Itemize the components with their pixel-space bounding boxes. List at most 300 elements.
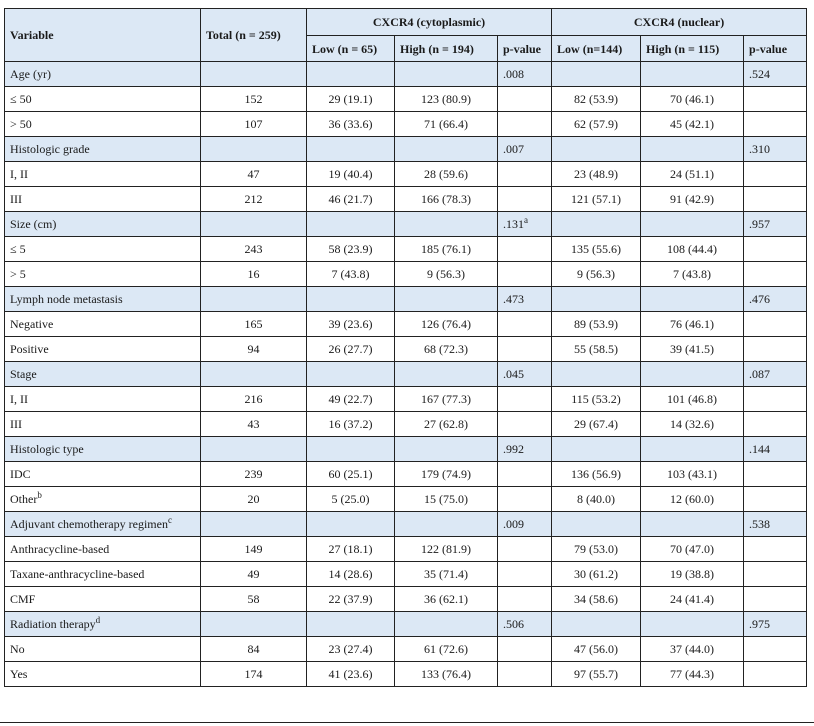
cell-cyto-high-text: 27 (62.8) — [424, 417, 468, 431]
cell-nuc-pvalue — [744, 437, 807, 462]
cell-cyto-low — [307, 587, 395, 612]
header-total: Total (n = 259) — [201, 9, 307, 62]
cell-cyto-high — [395, 212, 498, 237]
cell-nuc-pvalue — [744, 587, 807, 612]
cell-variable-text: I, II — [10, 392, 28, 406]
cell-variable — [5, 587, 201, 612]
cell-cyto-low-text: 49 (22.7) — [328, 392, 373, 406]
cell-cyto-pvalue — [498, 612, 552, 637]
cell-cyto-low — [307, 487, 395, 512]
table-group-row — [5, 287, 807, 312]
cell-nuc-high-text: 14 (32.6) — [670, 417, 715, 431]
cell-total — [201, 587, 307, 612]
cell-cyto-pvalue — [498, 187, 552, 212]
table-row — [5, 562, 807, 587]
cell-nuc-low-text: 9 (56.3) — [577, 267, 616, 281]
table-row — [5, 487, 807, 512]
cell-variable-text: No — [10, 642, 25, 656]
cell-nuc-high — [641, 62, 744, 87]
cell-nuc-high — [641, 487, 744, 512]
cell-cyto-low — [307, 612, 395, 637]
cell-cyto-low-text: 22 (37.9) — [328, 592, 373, 606]
cell-nuc-pvalue — [744, 212, 807, 237]
cell-total — [201, 262, 307, 287]
cell-nuc-pvalue-text: .957 — [749, 217, 771, 231]
cell-cyto-high-text: 133 (76.4) — [421, 667, 471, 681]
cell-cyto-pvalue — [498, 137, 552, 162]
cell-nuc-high-text: 45 (42.1) — [670, 117, 715, 131]
cell-cyto-pvalue-text: .045 — [503, 367, 524, 381]
cell-cyto-high-text: 123 (80.9) — [421, 92, 471, 106]
cell-cyto-high — [395, 87, 498, 112]
cell-nuc-high — [641, 237, 744, 262]
cell-variable — [5, 112, 201, 137]
cell-nuc-high — [641, 512, 744, 537]
cell-nuc-low — [552, 362, 641, 387]
cell-cyto-low-text: 19 (40.4) — [328, 167, 373, 181]
cell-variable — [5, 537, 201, 562]
cell-cyto-high — [395, 562, 498, 587]
cell-total-text: 107 — [244, 117, 263, 131]
table-header — [5, 9, 807, 62]
cell-cyto-high-text: 167 (77.3) — [421, 392, 471, 406]
cell-nuc-low-text: 30 (61.2) — [574, 567, 619, 581]
cell-nuc-pvalue-text: .476 — [749, 292, 771, 306]
cell-total — [201, 112, 307, 137]
cell-total — [201, 137, 307, 162]
cell-nuc-high-text: 37 (44.0) — [670, 642, 715, 656]
cell-cyto-pvalue — [498, 112, 552, 137]
cell-nuc-high — [641, 112, 744, 137]
cell-cyto-high — [395, 62, 498, 87]
cell-nuc-high-text: 39 (41.5) — [670, 342, 715, 356]
cell-nuc-pvalue — [744, 237, 807, 262]
cell-cyto-high — [395, 362, 498, 387]
cell-total — [201, 562, 307, 587]
cell-total-text: 216 — [244, 392, 263, 406]
table-group-row — [5, 212, 807, 237]
cell-nuc-pvalue — [744, 337, 807, 362]
cell-nuc-low — [552, 187, 641, 212]
cell-nuc-pvalue — [744, 462, 807, 487]
cell-nuc-low — [552, 612, 641, 637]
cell-cyto-low-text: 14 (28.6) — [328, 567, 373, 581]
cell-cyto-pvalue-text: .007 — [503, 142, 524, 156]
cell-nuc-low-text: 34 (58.6) — [574, 592, 619, 606]
cell-variable — [5, 612, 201, 637]
cell-nuc-low — [552, 237, 641, 262]
header-nuc-high: High (n = 115) — [641, 36, 744, 62]
cell-variable — [5, 337, 201, 362]
cell-total — [201, 312, 307, 337]
cell-variable — [5, 87, 201, 112]
cell-total-text: 165 — [244, 317, 263, 331]
cell-variable-text: Age (yr) — [10, 67, 51, 81]
cell-cyto-low — [307, 187, 395, 212]
cell-nuc-low — [552, 137, 641, 162]
cell-nuc-low-text: 8 (40.0) — [577, 492, 616, 506]
cell-variable — [5, 512, 201, 537]
table-row — [5, 462, 807, 487]
table-row — [5, 312, 807, 337]
cell-nuc-low-text: 115 (53.2) — [571, 392, 621, 406]
cell-cyto-low — [307, 662, 395, 687]
cell-cyto-low — [307, 512, 395, 537]
cell-variable-text: Taxane-anthracycline-based — [10, 567, 145, 581]
table-row — [5, 237, 807, 262]
table-group-row — [5, 362, 807, 387]
table-row — [5, 87, 807, 112]
cell-cyto-low-text: 5 (25.0) — [331, 492, 370, 506]
cell-cyto-high — [395, 587, 498, 612]
cell-variable — [5, 262, 201, 287]
cell-nuc-high-text: 101 (46.8) — [667, 392, 718, 406]
cell-nuc-high-text: 24 (41.4) — [670, 592, 715, 606]
cxcr4-table — [4, 8, 807, 687]
cell-variable-text: III — [10, 417, 22, 431]
table-group-row — [5, 512, 807, 537]
cell-nuc-high — [641, 637, 744, 662]
header-variable: Variable — [5, 9, 201, 62]
cell-nuc-low — [552, 512, 641, 537]
cell-cyto-low — [307, 437, 395, 462]
cell-nuc-pvalue-text: .087 — [749, 367, 771, 381]
cell-cyto-high — [395, 612, 498, 637]
cell-total — [201, 662, 307, 687]
cell-nuc-low — [552, 412, 641, 437]
cell-total — [201, 387, 307, 412]
cell-total-text: 94 — [247, 342, 260, 356]
cell-nuc-high-text: 70 (46.1) — [670, 92, 715, 106]
cell-nuc-low — [552, 162, 641, 187]
cell-cyto-low — [307, 237, 395, 262]
cell-cyto-low — [307, 212, 395, 237]
table-row — [5, 112, 807, 137]
cell-cyto-low — [307, 387, 395, 412]
cell-nuc-low-text: 23 (48.9) — [574, 167, 619, 181]
cell-total — [201, 537, 307, 562]
cell-variable — [5, 137, 201, 162]
cell-total — [201, 87, 307, 112]
cell-cyto-high-text: 122 (81.9) — [421, 542, 471, 556]
cell-cyto-high — [395, 637, 498, 662]
cell-nuc-high — [641, 87, 744, 112]
cell-variable — [5, 412, 201, 437]
cell-nuc-high — [641, 262, 744, 287]
cell-variable-text: I, II — [10, 167, 28, 181]
cell-cyto-pvalue — [498, 237, 552, 262]
cell-cyto-low — [307, 462, 395, 487]
table-group-row — [5, 62, 807, 87]
cell-total — [201, 237, 307, 262]
cell-cyto-high — [395, 537, 498, 562]
table-row — [5, 337, 807, 362]
cell-cyto-high — [395, 187, 498, 212]
cell-nuc-low — [552, 312, 641, 337]
cell-nuc-high — [641, 587, 744, 612]
cell-cyto-pvalue — [498, 212, 552, 237]
cell-nuc-pvalue — [744, 612, 807, 637]
cell-total — [201, 637, 307, 662]
cell-cyto-low-text: 29 (19.1) — [328, 92, 373, 106]
cell-total — [201, 162, 307, 187]
cell-cyto-high-text: 61 (72.6) — [424, 642, 468, 656]
footnote-marker: d — [95, 615, 101, 625]
cell-nuc-high-text: 76 (46.1) — [670, 317, 715, 331]
cell-cyto-low — [307, 62, 395, 87]
cell-cyto-high — [395, 312, 498, 337]
cell-variable — [5, 362, 201, 387]
cell-cyto-high-text: 35 (71.4) — [424, 567, 468, 581]
cell-cyto-low — [307, 312, 395, 337]
cell-cyto-high — [395, 287, 498, 312]
cell-cyto-pvalue — [498, 362, 552, 387]
cell-cyto-low-text: 16 (37.2) — [328, 417, 373, 431]
cell-variable — [5, 287, 201, 312]
cell-total — [201, 462, 307, 487]
cell-variable-text: Stage — [10, 367, 37, 381]
cell-cyto-pvalue-text: .992 — [503, 442, 524, 456]
cell-variable — [5, 662, 201, 687]
cell-total — [201, 62, 307, 87]
cell-cyto-high — [395, 162, 498, 187]
table-row — [5, 662, 807, 687]
cell-nuc-high-text: 108 (44.4) — [667, 242, 718, 256]
cell-cyto-high — [395, 137, 498, 162]
header-cyto-high: High (n = 194) — [395, 36, 498, 62]
cell-nuc-pvalue — [744, 412, 807, 437]
cell-nuc-pvalue — [744, 637, 807, 662]
cell-cyto-high-text: 126 (76.4) — [421, 317, 471, 331]
table-group-row — [5, 137, 807, 162]
cell-cyto-low — [307, 162, 395, 187]
cell-nuc-low — [552, 262, 641, 287]
cell-cyto-pvalue — [498, 462, 552, 487]
cell-nuc-low-text: 82 (53.9) — [574, 92, 619, 106]
cell-variable-text: Other — [10, 492, 38, 506]
cell-total-text: 239 — [244, 467, 263, 481]
cell-nuc-high — [641, 387, 744, 412]
cell-nuc-pvalue — [744, 312, 807, 337]
cell-nuc-high-text: 19 (38.8) — [670, 567, 715, 581]
cell-nuc-pvalue — [744, 112, 807, 137]
cell-cyto-low-text: 23 (27.4) — [328, 642, 373, 656]
cell-nuc-low-text: 47 (56.0) — [574, 642, 619, 656]
table-row — [5, 162, 807, 187]
cell-total-text: 149 — [244, 542, 263, 556]
cell-total-text: 47 — [247, 167, 260, 181]
cell-cyto-low — [307, 262, 395, 287]
cell-variable-text: CMF — [10, 592, 36, 606]
cell-cyto-high — [395, 412, 498, 437]
cell-nuc-high-text: 24 (51.1) — [670, 167, 715, 181]
bottom-rule — [0, 722, 814, 723]
cell-nuc-pvalue-text: .524 — [749, 67, 771, 81]
cell-variable-text: III — [10, 192, 22, 206]
cell-variable-text: IDC — [10, 467, 31, 481]
table-group-row — [5, 437, 807, 462]
cell-nuc-high — [641, 362, 744, 387]
cell-total — [201, 287, 307, 312]
cell-total — [201, 412, 307, 437]
cell-nuc-high — [641, 462, 744, 487]
cell-variable-text: Histologic grade — [10, 142, 90, 156]
cell-cyto-pvalue — [498, 587, 552, 612]
cell-nuc-pvalue — [744, 562, 807, 587]
cell-nuc-pvalue — [744, 287, 807, 312]
cell-cyto-low — [307, 537, 395, 562]
cell-cyto-high — [395, 337, 498, 362]
cell-cyto-high — [395, 112, 498, 137]
cell-nuc-pvalue — [744, 187, 807, 212]
cell-nuc-low — [552, 387, 641, 412]
cell-cyto-high — [395, 487, 498, 512]
cell-cyto-high-text: 36 (62.1) — [424, 592, 468, 606]
cell-nuc-low — [552, 587, 641, 612]
cell-nuc-low-text: 79 (53.0) — [574, 542, 619, 556]
cell-total — [201, 612, 307, 637]
cell-nuc-low — [552, 437, 641, 462]
cell-variable — [5, 237, 201, 262]
cell-nuc-high — [641, 412, 744, 437]
cell-nuc-high-text: 7 (43.8) — [673, 267, 712, 281]
cell-variable — [5, 437, 201, 462]
cell-cyto-low-text: 41 (23.6) — [328, 667, 373, 681]
cell-variable-text: > 50 — [10, 117, 32, 131]
cell-cyto-low — [307, 562, 395, 587]
cell-nuc-pvalue — [744, 62, 807, 87]
cell-total-text: 58 — [247, 592, 260, 606]
cell-cyto-low — [307, 412, 395, 437]
cell-cyto-high — [395, 262, 498, 287]
cell-nuc-low — [552, 487, 641, 512]
cell-cyto-high-text: 71 (66.4) — [424, 117, 468, 131]
cell-nuc-pvalue-text: .310 — [749, 142, 771, 156]
cell-nuc-high — [641, 612, 744, 637]
cell-nuc-high — [641, 437, 744, 462]
cell-nuc-low-text: 135 (55.6) — [571, 242, 622, 256]
cell-nuc-high — [641, 312, 744, 337]
cell-nuc-pvalue — [744, 487, 807, 512]
cell-nuc-low — [552, 287, 641, 312]
cell-cyto-low — [307, 87, 395, 112]
header-cyto-pvalue: p-value — [498, 36, 552, 62]
cell-nuc-high — [641, 287, 744, 312]
cell-cyto-pvalue — [498, 387, 552, 412]
cell-nuc-low-text: 121 (57.1) — [571, 192, 622, 206]
cell-cyto-pvalue — [498, 662, 552, 687]
cell-nuc-low — [552, 562, 641, 587]
table-body — [5, 62, 807, 687]
header-cyto-low: Low (n = 65) — [307, 36, 395, 62]
cell-total-text: 243 — [244, 242, 263, 256]
cell-nuc-high-text: 12 (60.0) — [670, 492, 715, 506]
cell-total-text: 174 — [244, 667, 263, 681]
cell-nuc-high-text: 77 (44.3) — [670, 667, 715, 681]
cell-cyto-high — [395, 462, 498, 487]
cell-cyto-low — [307, 287, 395, 312]
cell-cyto-pvalue — [498, 437, 552, 462]
cell-variable-text: Histologic type — [10, 442, 84, 456]
cell-nuc-high — [641, 537, 744, 562]
table-row — [5, 387, 807, 412]
cell-total — [201, 212, 307, 237]
cell-cyto-high-text: 68 (72.3) — [424, 342, 468, 356]
cell-nuc-pvalue-text: .538 — [749, 517, 771, 531]
cell-nuc-low-text: 55 (58.5) — [574, 342, 619, 356]
cell-total-text: 16 — [247, 267, 260, 281]
cell-cyto-pvalue — [498, 337, 552, 362]
footnote-marker: b — [37, 490, 42, 500]
cell-cyto-high — [395, 437, 498, 462]
table-row — [5, 637, 807, 662]
cell-cyto-pvalue — [498, 487, 552, 512]
cell-variable-text: Positive — [10, 342, 49, 356]
cell-cyto-pvalue — [498, 162, 552, 187]
cell-variable — [5, 487, 201, 512]
cell-cyto-low-text: 7 (43.8) — [331, 267, 370, 281]
cell-cyto-low-text: 46 (21.7) — [328, 192, 373, 206]
cell-variable-text: Radiation therapy — [10, 617, 96, 631]
cell-cyto-high — [395, 237, 498, 262]
cell-variable — [5, 62, 201, 87]
cell-nuc-pvalue-text: .975 — [749, 617, 771, 631]
cell-nuc-low-text: 62 (57.9) — [574, 117, 619, 131]
cell-cyto-low-text: 27 (18.1) — [328, 542, 373, 556]
cell-nuc-pvalue — [744, 387, 807, 412]
cell-variable — [5, 162, 201, 187]
cell-nuc-low — [552, 637, 641, 662]
cell-nuc-high-text: 91 (42.9) — [670, 192, 715, 206]
cell-nuc-low — [552, 462, 641, 487]
table-row — [5, 187, 807, 212]
cell-cyto-pvalue — [498, 287, 552, 312]
cell-nuc-pvalue — [744, 262, 807, 287]
cell-cyto-pvalue — [498, 87, 552, 112]
header-nuc-low: Low (n=144) — [552, 36, 641, 62]
cell-variable-text: ≤ 50 — [10, 92, 32, 106]
cell-nuc-pvalue — [744, 537, 807, 562]
cell-cyto-pvalue-text: .506 — [503, 617, 524, 631]
cell-cyto-pvalue-text: .009 — [503, 517, 524, 531]
cell-cyto-high — [395, 387, 498, 412]
cell-nuc-high — [641, 337, 744, 362]
table-container — [4, 8, 807, 687]
cell-variable — [5, 562, 201, 587]
cell-cyto-high-text: 15 (75.0) — [424, 492, 468, 506]
table-row — [5, 262, 807, 287]
cell-nuc-high — [641, 137, 744, 162]
table-row — [5, 537, 807, 562]
cell-total-text: 20 — [247, 492, 260, 506]
cell-total — [201, 437, 307, 462]
cell-cyto-low — [307, 637, 395, 662]
cell-total-text: 152 — [244, 92, 263, 106]
cell-total-text: 43 — [247, 417, 260, 431]
cell-variable — [5, 312, 201, 337]
cell-cyto-low-text: 60 (25.1) — [328, 467, 373, 481]
cell-variable — [5, 462, 201, 487]
header-group-nuclear: CXCR4 (nuclear) — [552, 9, 807, 36]
cell-nuc-low-text: 89 (53.9) — [574, 317, 619, 331]
cell-cyto-high-text: 166 (78.3) — [421, 192, 471, 206]
header-group-cytoplasmic: CXCR4 (cytoplasmic) — [307, 9, 552, 36]
footnote-marker: a — [524, 215, 528, 225]
cell-nuc-high-text: 70 (47.0) — [670, 542, 715, 556]
cell-cyto-low — [307, 112, 395, 137]
cell-nuc-pvalue — [744, 87, 807, 112]
cell-nuc-pvalue — [744, 662, 807, 687]
